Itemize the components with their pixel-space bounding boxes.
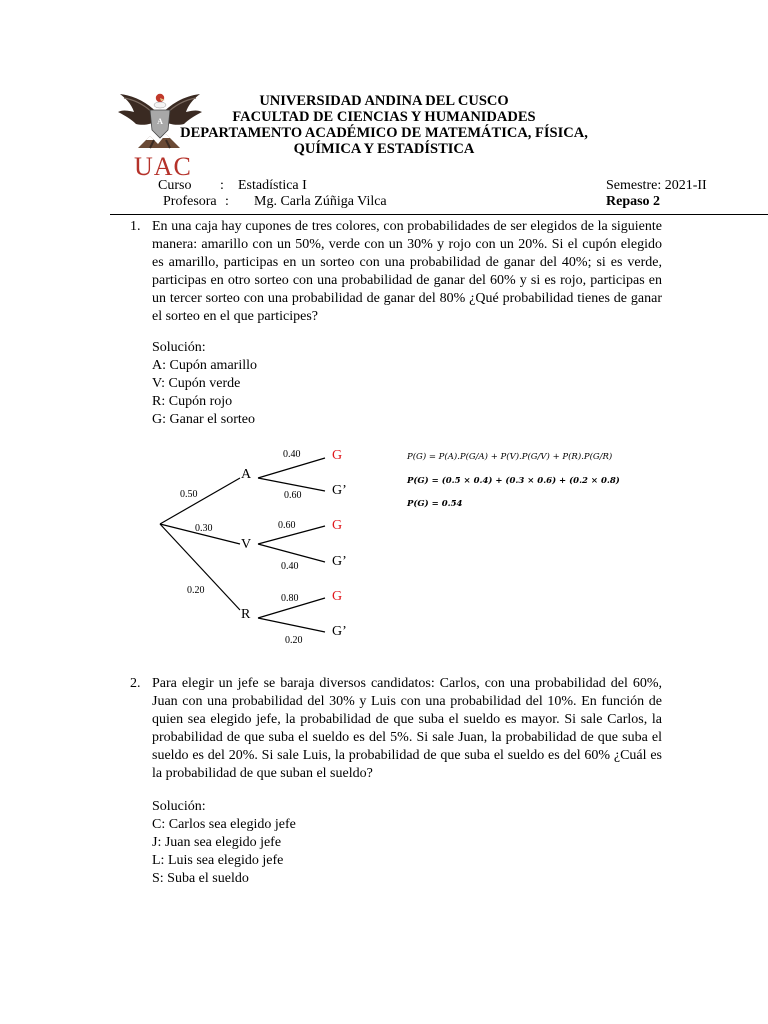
problem1-number: 1. — [130, 219, 141, 234]
node-v: V — [241, 537, 252, 552]
teacher-separator: : — [225, 194, 229, 209]
problem1-solution-label: Solución: — [152, 340, 206, 355]
formula-total-probability: P(G) = P(A).P(G/A) + P(V).P(G/V) + P(R).P(G/R) — [407, 452, 613, 462]
outcome-a-win: G — [332, 448, 343, 463]
review-title: Repaso 2 — [606, 194, 661, 209]
prob-v-lose: 0.40 — [281, 561, 299, 572]
node-r: R — [241, 607, 251, 622]
definition-r: R: Cupón rojo — [152, 394, 233, 409]
outcome-r-lose: G’ — [332, 624, 347, 639]
course-label: Curso — [158, 178, 192, 193]
definition-s: S: Suba el sueldo — [152, 871, 249, 886]
semester: Semestre: 2021-II — [606, 178, 707, 193]
node-a: A — [241, 467, 252, 482]
prob-a-lose: 0.60 — [284, 490, 302, 501]
course-value: Estadística I — [238, 178, 307, 193]
prob-r-win: 0.80 — [281, 593, 299, 604]
outcome-v-lose: G’ — [332, 554, 347, 569]
outcome-r-win: G — [332, 589, 343, 604]
faculty-name: FACULTAD DE CIENCIAS Y HUMANIDADES — [232, 109, 536, 125]
branch-r-lose — [258, 618, 325, 632]
teacher-value: Mg. Carla Zúñiga Vilca — [254, 194, 387, 209]
definition-a: A: Cupón amarillo — [152, 358, 257, 373]
problem2-solution-label: Solución: — [152, 799, 206, 814]
prob-v: 0.30 — [195, 523, 213, 534]
prob-r-lose: 0.20 — [285, 635, 303, 646]
definition-g: G: Ganar el sorteo — [152, 412, 256, 427]
definition-l: L: Luis sea elegido jefe — [152, 853, 284, 868]
prob-v-win: 0.60 — [278, 520, 296, 531]
probability-tree — [140, 440, 370, 650]
university-name: UNIVERSIDAD ANDINA DEL CUSCO — [259, 93, 509, 109]
prob-a: 0.50 — [180, 489, 198, 500]
logo-text: UAC — [134, 152, 192, 181]
problem1-text: En una caja hay cupones de tres colores, con probabilidades de ser elegidos de la siguiente manera: amarillo con un 50%, verde con un 30% y rojo con un 20%. Si el cupón elegido es amarillo, participas en un sorteo con una probabilidad de ganar del 40%; si es verde, participas en otro sorteo con una probabilidad de ganar del 60% y si es rojo, participas en un tercer sorteo con una probabilidad de ganar del 80% ¿Qué probabilidad tienes de ganar el sorteo en el que participes? — [152, 219, 662, 324]
problem2-text: Para elegir un jefe se baraja diversos candidatos: Carlos, con una probabilidad del 60%, Juan con una probabilidad del 30% y Luis con una probabilidad del 10%. En función de quien sea elegido jefe, la probabilidad de que suba el sueldo es mayor. Si sale Carlos, la probabilidad de que suba el sueldo es del 5%. Si sale Juan, la probabilidad de que suba el sueldo es del 20%. Si sale Luis, la probabilidad de que suba el sueldo es del 60% ¿Cuál es la probabilidad de que suban el sueldo? — [152, 676, 662, 781]
branch-root-a — [160, 478, 240, 524]
problem2-number: 2. — [130, 676, 141, 691]
teacher-label: Profesora — [163, 194, 217, 209]
branch-a-win — [258, 458, 325, 478]
definition-j: J: Juan sea elegido jefe — [152, 835, 282, 850]
outcome-a-lose: G’ — [332, 483, 347, 498]
department-name-line1: DEPARTAMENTO ACADÉMICO DE MATEMÁTICA, FÍSICA, — [180, 125, 588, 141]
formula-result: P(G) = 0.54 — [407, 499, 463, 509]
prob-a-win: 0.40 — [283, 449, 301, 460]
svg-text:A: A — [157, 117, 163, 126]
header-divider — [110, 214, 768, 215]
definition-v: V: Cupón verde — [152, 376, 241, 391]
department-name-line2: QUÍMICA Y ESTADÍSTICA — [293, 141, 475, 157]
prob-r: 0.20 — [187, 585, 205, 596]
branch-v-lose — [258, 544, 325, 562]
definition-c: C: Carlos sea elegido jefe — [152, 817, 296, 832]
formula-substitution: P(G) = (0.5 × 0.4) + (0.3 × 0.6) + (0.2 × 0.8) — [407, 476, 620, 486]
course-separator: : — [220, 178, 224, 193]
outcome-v-win: G — [332, 518, 343, 533]
branch-root-r — [160, 524, 240, 610]
